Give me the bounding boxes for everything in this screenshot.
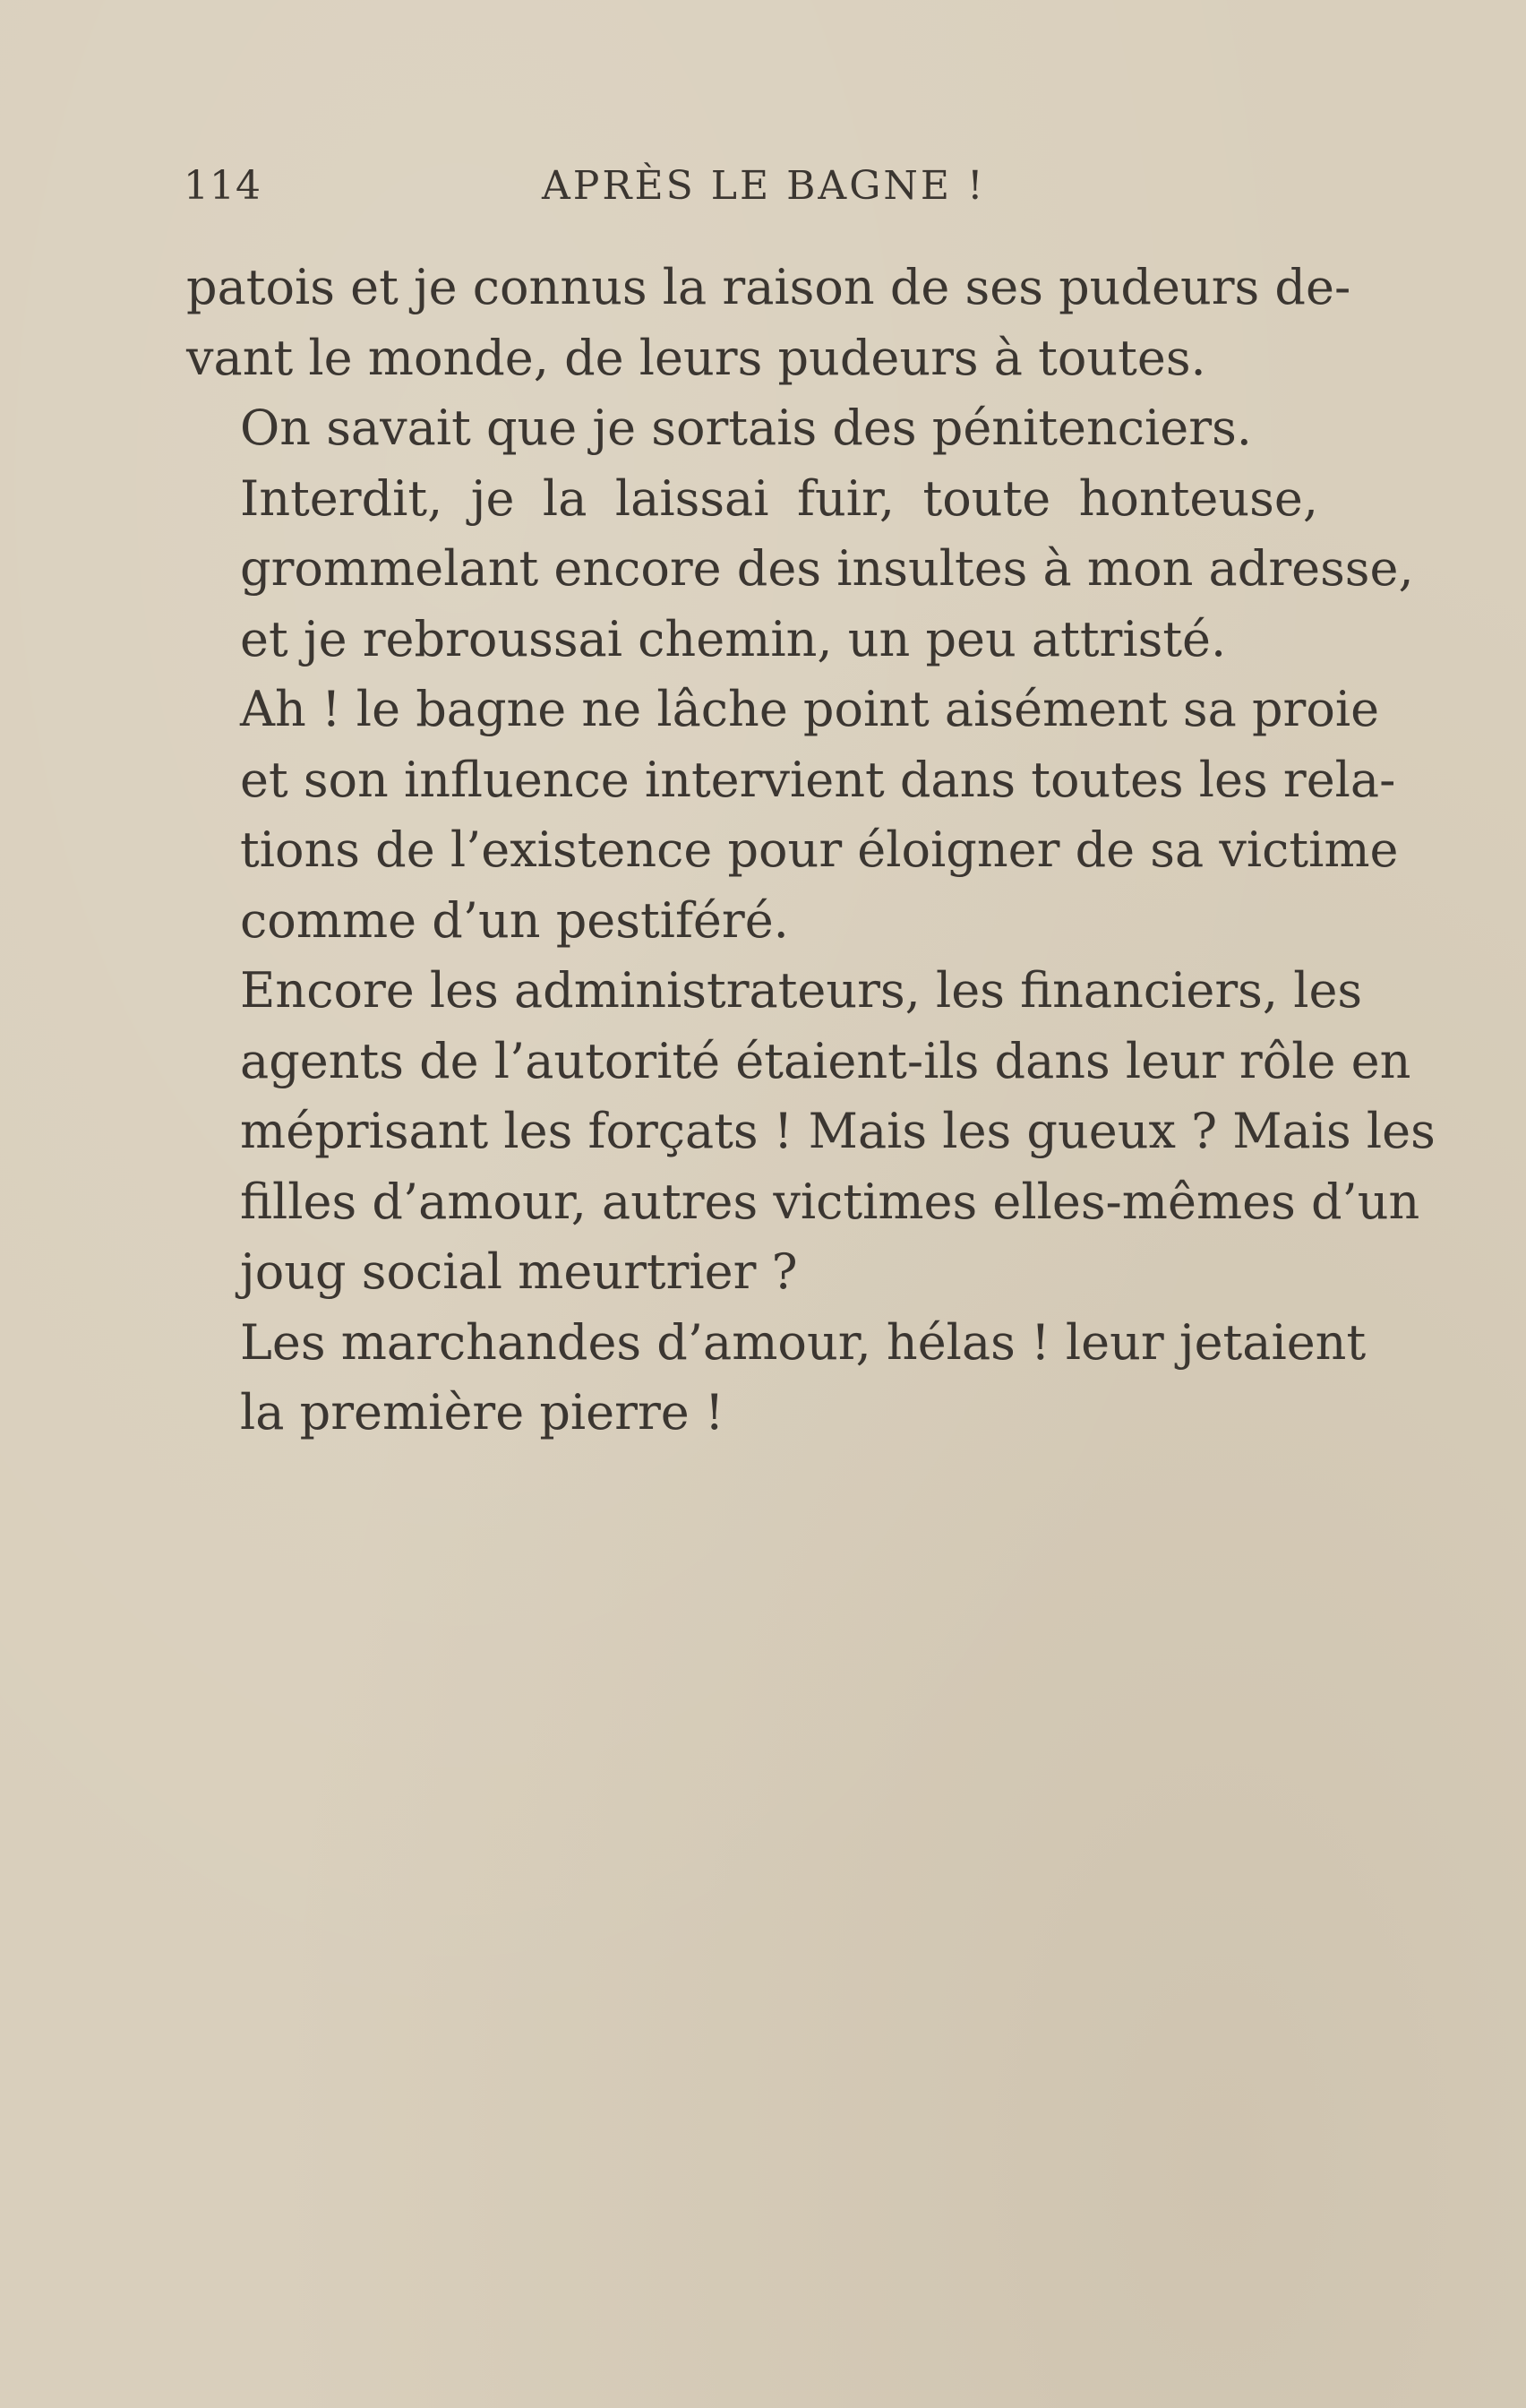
text-line: On savait que je sortais des pénitenciers. bbox=[240, 400, 1252, 456]
paragraph bbox=[186, 956, 1436, 1308]
text-line: et je rebroussai chemin, un peu attristé. bbox=[240, 610, 1227, 667]
text-line: vant le monde, de leurs pudeurs à toutes. bbox=[186, 329, 1206, 386]
text-line: et son influence intervient dans toutes les rela- bbox=[240, 751, 1396, 808]
text-line: comme d’un pestiféré. bbox=[240, 891, 789, 949]
text-line: tions de l’existence pour éloigner de sa victime bbox=[240, 821, 1399, 878]
text-line: grommelant encore des insultes à mon adresse, bbox=[240, 540, 1414, 597]
body-text bbox=[186, 253, 1436, 1449]
paragraph bbox=[186, 1308, 1367, 1449]
page-header bbox=[184, 163, 1321, 217]
paragraph bbox=[186, 253, 1351, 393]
text-line: la première pierre ! bbox=[240, 1384, 724, 1440]
paragraph bbox=[186, 675, 1399, 956]
text-line: filles d’amour, autres victimes elles-mêmes d’un bbox=[240, 1173, 1420, 1230]
running-head: APRÈS LE BAGNE ! bbox=[542, 163, 986, 209]
text-line: agents de l’autorité étaient-ils dans leur rôle en bbox=[240, 1032, 1411, 1089]
text-line: Les marchandes d’amour, hélas ! leur jetaient bbox=[240, 1313, 1367, 1371]
paragraph bbox=[186, 464, 1414, 675]
text-line: patois et je connus la raison de ses pudeurs de- bbox=[186, 259, 1351, 315]
text-line: Interdit, je la laissai fuir, toute honteuse, bbox=[240, 469, 1318, 527]
page-number: 114 bbox=[184, 163, 261, 209]
text-line: méprisant les forçats ! Mais les gueux ? Mais les bbox=[240, 1103, 1436, 1159]
text-line: Encore les administrateurs, les financiers, les bbox=[240, 962, 1363, 1019]
text-line: joug social meurtrier ? bbox=[240, 1243, 798, 1300]
paragraph bbox=[186, 393, 1318, 464]
text-line: Ah ! le bagne ne lâche point aisément sa proie bbox=[240, 681, 1380, 737]
